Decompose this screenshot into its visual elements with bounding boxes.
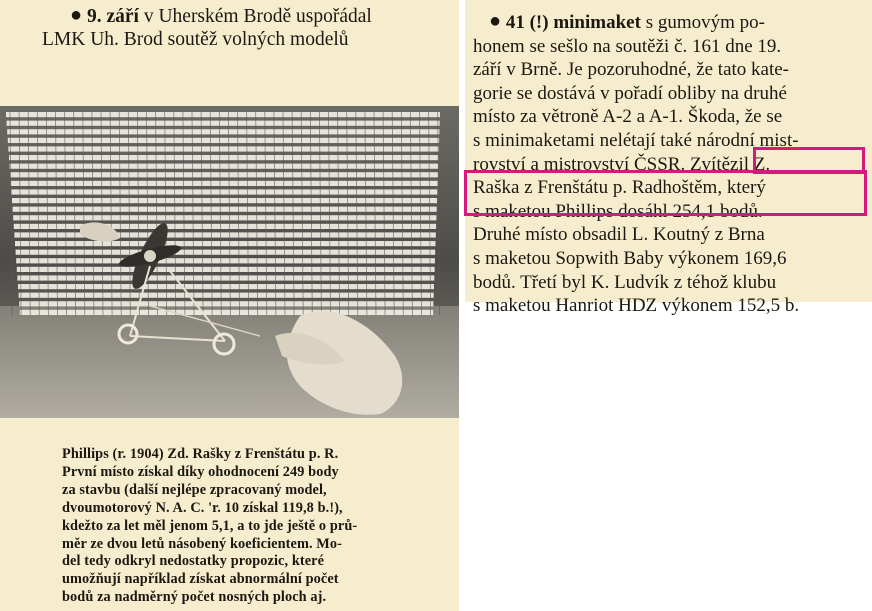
right-clipping (465, 0, 872, 317)
photo-caption (62, 446, 450, 607)
left-article-date: 9. září (86, 6, 139, 27)
bullet-icon: ● (489, 10, 502, 32)
right-article-line: s maketou Sopwith Baby výkonem 169,6 (473, 247, 787, 269)
left-article-line-1 (42, 4, 446, 28)
caption-line: umožňují například získat abnormální počet (62, 571, 339, 588)
wing-panel (13, 215, 436, 220)
left-article-intro (42, 4, 446, 51)
highlighted-text-line: Raška z Frenštátu p. Radhoštěm, který (473, 177, 766, 199)
wing-panel (12, 198, 437, 203)
wing-panel (16, 258, 435, 263)
caption-line: za stavbu (další nejlépe zpracovaný model, (62, 481, 327, 498)
right-article-line-7-pre: rovství a mistrovství ČSSR. (473, 153, 690, 175)
left-article-line-1-rest: v Uherském Brodě uspořádal (138, 6, 372, 27)
right-article-line: gorie se dostává v pořadí obliby na druhé (473, 82, 787, 104)
caption-line: bodů za nadměrný počet nosných ploch aj. (62, 589, 327, 606)
photo-biplane-model (0, 106, 459, 418)
left-article-line-2: LMK Uh. Brod soutěž volných modelů (42, 29, 349, 50)
right-article-line-1 (473, 10, 863, 35)
right-article-line: Druhé místo obsadil L. Koutný z Brna (473, 224, 765, 246)
right-article (473, 10, 863, 318)
caption-line: Phillips (r. 1904) Zd. Rašky z Frenštátu p. R. (62, 446, 339, 462)
wing-panel (20, 310, 433, 315)
wing-panel (18, 284, 434, 289)
right-article-line: září v Brně. Je pozoruhodné, že tato kate- (473, 59, 790, 81)
right-article-line: bodů. Třetí byl K. Ludvík z téhož klubu (473, 271, 777, 293)
right-article-line-1-rest: s gumovým po- (640, 12, 765, 33)
caption-line: kdežto za let měl jenom 5,1, a to jde ještě o prů- (62, 517, 358, 534)
wing-panel (15, 241, 436, 246)
caption-line: del tedy odkryl nedostatky propozic, které (62, 553, 325, 570)
right-article-line: místo za větroně A-2 a A-1. Škoda, že se (473, 106, 783, 128)
caption-line: První místo získal díky ohodnocení 249 body (62, 463, 339, 480)
wing-panel (11, 189, 437, 194)
wing-panel (17, 275, 434, 280)
wing-panel (16, 250, 436, 255)
wing-panel (6, 112, 440, 117)
wing-panel (17, 267, 435, 272)
wing-panel (19, 301, 433, 306)
caption-line: měr ze dvou letů násobený koeficientem. Mo- (62, 535, 343, 552)
wing-panel (14, 224, 436, 229)
right-article-line: s maketou Hanriot HDZ výkonem 152,5 b. (473, 295, 800, 317)
wing-panel (14, 232, 435, 237)
wing-panel (19, 293, 434, 298)
caption-line: dvoumotorový N. A. C. 'r. 10 získal 119,8 b.!), (62, 499, 343, 516)
wing-panel (11, 181, 438, 186)
right-article-line-7 (473, 153, 863, 177)
wing-panel (7, 121, 440, 126)
right-article-line: s minimaketami nelétají také národní mist- (473, 129, 799, 151)
highlighted-text-start: Zvítězil Z. (689, 153, 771, 175)
wing-panel (13, 207, 437, 212)
right-article-line: honem se sešlo na soutěži č. 161 dne 19. (473, 35, 782, 57)
right-article-lead: 41 (!) minimaket (505, 12, 641, 33)
bullet-icon: ● (70, 4, 83, 26)
highlighted-text-line: s maketou Phillips dosáhl 254,1 bodů. (473, 200, 763, 222)
